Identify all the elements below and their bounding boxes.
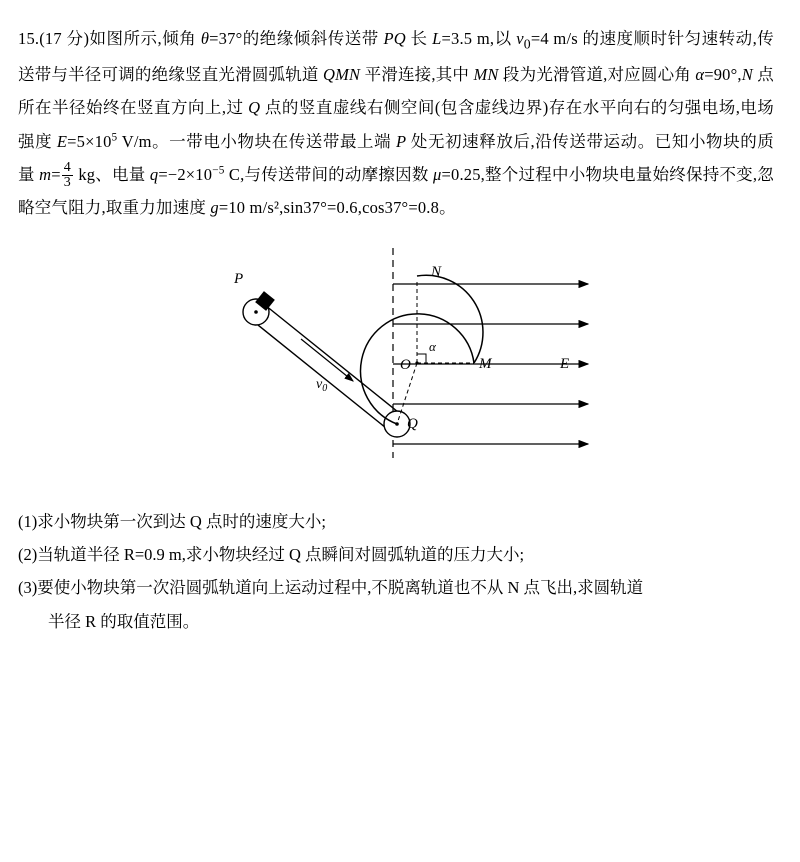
- symbol-mn: MN: [473, 65, 499, 85]
- symbol-v0-sub: 0: [523, 36, 531, 52]
- fraction-denominator: 3: [63, 175, 71, 191]
- symbol-qmn: QMN: [322, 65, 361, 85]
- symbol-charge-q: q: [149, 165, 159, 185]
- problem-score: (17 分): [39, 29, 90, 48]
- fraction-four-thirds: [62, 161, 73, 191]
- stem-text-12: V/m。一带电小物块在传送带最上端: [117, 131, 396, 151]
- label-v0-main: v: [316, 376, 323, 392]
- stem-text-10: 点的竖直虚线右侧空间(包含虚线边界)存在水平向右的匀强电场,电场强度: [18, 98, 775, 151]
- pulley-top-axis: [254, 310, 258, 314]
- question-1: (1)求小物块第一次到达 Q 点时的速度大小;: [18, 511, 326, 531]
- symbol-v0: v: [516, 29, 524, 48]
- stem-text-14: =: [51, 165, 61, 185]
- stem-text-16: =−2×10: [158, 165, 213, 185]
- label-alpha: α: [429, 338, 436, 354]
- stem-text-19: =10 m/s²,sin37°=0.6,cos37°=0.8。: [218, 198, 456, 218]
- stem-text-11: =5×10: [67, 131, 112, 151]
- question-2: (2)当轨道半径 R=0.9 m,求小物块经过 Q 点瞬间对圆弧轨道的压力大小;: [18, 545, 525, 565]
- symbol-q-point: Q: [248, 98, 261, 118]
- symbol-l: L: [432, 29, 442, 48]
- exponent-q: −5: [212, 164, 225, 177]
- symbol-p-point: P: [395, 131, 407, 151]
- label-M: M: [479, 355, 492, 372]
- arc-track-outer: [361, 314, 474, 424]
- symbol-mu: μ: [433, 165, 442, 185]
- stem-text-15: kg、电量: [73, 165, 150, 185]
- symbol-e: E: [56, 131, 68, 151]
- question-3: (3)要使小物块第一次沿圆弧轨道向上运动过程中,不脱离轨道也不从 N 点飞出,求圆轨道: [18, 578, 644, 598]
- symbol-pq: PQ: [383, 29, 406, 48]
- label-v0-sub: 0: [322, 382, 328, 394]
- conveyor-belt: [248, 301, 403, 432]
- stem-text-7: 段为光滑管道,对应圆心角: [498, 65, 696, 85]
- figure-container: [18, 243, 774, 483]
- physics-diagram: [188, 243, 648, 483]
- arc-track-inner: [417, 275, 483, 363]
- symbol-m: m: [39, 165, 52, 185]
- fraction-numerator: 4: [63, 159, 71, 175]
- stem-text-4: =3.5 m,以: [441, 29, 517, 48]
- problem-statement: [18, 22, 774, 225]
- symbol-g: g: [210, 198, 219, 218]
- stem-text-2: =37°的绝缘倾斜传送带: [209, 29, 384, 48]
- stem-text-9: 点所在半径始终在竖直方向上,过: [18, 65, 774, 118]
- stem-text-5: =4 m/s 的速度顺时针匀速转动,传送带与半径可调的绝缘竖直光滑圆弧轨道: [18, 29, 774, 85]
- velocity-arrow: [301, 339, 353, 381]
- label-N: N: [431, 263, 442, 280]
- stem-text-8: =90°,: [704, 65, 742, 85]
- stem-text-1: 如图所示,倾角: [89, 29, 201, 48]
- symbol-alpha: α: [695, 65, 705, 85]
- stem-text-3: 长: [405, 29, 433, 48]
- problem-number: 15.: [18, 29, 40, 48]
- symbol-theta: θ: [200, 29, 210, 48]
- label-P: P: [234, 270, 244, 287]
- label-E: E: [560, 355, 570, 372]
- stem-text-13: 处无初速释放后,沿传送带运动。已知小物块的质量: [18, 131, 774, 185]
- question-3-continued: 半径 R 的取值范围。: [48, 611, 200, 631]
- right-angle-mark: [417, 354, 426, 363]
- stem-text-6: 平滑连接,其中: [360, 65, 474, 85]
- symbol-n: N: [741, 65, 753, 85]
- stem-text-18: =0.25,整个过程中小物块电量始终保持不变,忽略空气阻力,取重力加速度: [18, 165, 774, 218]
- exponent-e: 5: [111, 131, 118, 144]
- stem-text-17: C,与传送带间的动摩擦因数: [224, 165, 434, 185]
- label-Q: Q: [407, 415, 418, 432]
- label-O: O: [400, 356, 411, 373]
- question-list: [18, 505, 774, 638]
